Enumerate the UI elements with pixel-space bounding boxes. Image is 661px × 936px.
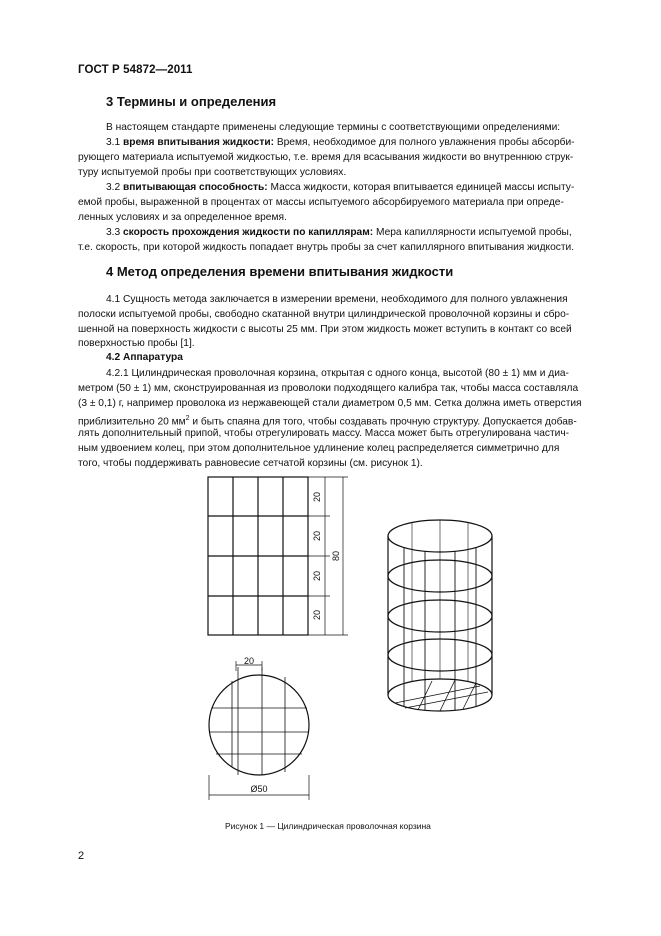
dim-diameter: Ø50	[250, 784, 268, 794]
dim-80: 80	[331, 550, 341, 562]
para-4-1-line-1: 4.1 Сущность метода заключается в измерении времени, необходимого для полного увлажнения	[106, 294, 568, 305]
term-3-2-title: впитывающая способность:	[123, 182, 268, 193]
term-3-3-line-2: т.е. скорость, при которой жидкость попадает внутрь пробы за счет капиллярного впитывания жидкости.	[78, 242, 575, 253]
term-3-2-line-2: емой пробы, выраженной в процентах от массы испытуемого абсорбируемого материала при опреде-	[78, 197, 564, 208]
dim-20-b: 20	[312, 530, 322, 542]
subsection-4-2-heading: 4.2 Аппаратура	[106, 352, 183, 363]
term-3-1-text: Время, необходимое для полного увлажнения пробы абсорби-	[274, 137, 575, 148]
para-4-1-line-4: поверхностью пробы [1].	[78, 338, 195, 349]
term-3-1-line-3: туру испытуемой пробы при соответствующих условиях.	[78, 167, 347, 178]
dim-20-d: 20	[312, 609, 322, 621]
superscript-2: 2	[185, 415, 190, 422]
front-view-grid	[208, 477, 308, 635]
section-3-intro: В настоящем стандарте применены следующие термины с соответствующими определениями:	[106, 122, 561, 133]
dim-20-c: 20	[312, 570, 322, 582]
term-3-3-title: скорость прохождения жидкости по капиллярам:	[123, 227, 374, 238]
para-4-2-1-line-4-start: приблизительно 20 мм	[78, 416, 186, 428]
section-4-heading: 4 Метод определения времени впитывания жидкости	[106, 264, 454, 279]
isometric-basket	[388, 520, 492, 711]
para-4-2-1-line-2: метром (50 ± 1) мм, сконструированная из проволоки подходящего калибра так, чтобы масса составляла	[78, 383, 579, 394]
para-4-2-1-line-6: ным удвоением колец, при этом дополнительное удлинение колец распределяется симметрично для	[78, 443, 560, 454]
term-3-3-number: 3.3	[106, 227, 123, 238]
top-view-circle	[209, 661, 309, 800]
section-3-heading: 3 Термины и определения	[106, 94, 277, 109]
dim-20-top: 20	[243, 656, 255, 666]
term-3-1-number: 3.1	[106, 137, 123, 148]
document-header: ГОСТ Р 54872—2011	[78, 64, 193, 76]
figure-caption: Рисунок 1 — Цилиндрическая проволочная корзина	[225, 821, 431, 831]
para-4-2-1-line-5: лять дополнительный припой, чтобы отрегулировать массу. Масса может быть отрегулирована частич-	[78, 428, 570, 439]
para-4-1-line-3: шенной на поверхность жидкости с высоты 25 мм. При этом жидкость может вступить в контакт со всей	[78, 324, 572, 335]
term-3-1-line-2: рующего материала испытуемой жидкостью, т.е. время для всасывания жидкости во внутреннюю струк-	[78, 152, 574, 163]
page-number: 2	[78, 850, 85, 862]
dim-20-a: 20	[312, 491, 322, 503]
para-4-2-1-line-1: 4.2.1 Цилиндрическая проволочная корзина, открытая с одного конца, высотой (80 ± 1) мм и диа-	[106, 368, 569, 379]
term-3-2-number: 3.2	[106, 182, 123, 193]
para-4-2-1-line-7: того, чтобы поддерживать равновесие сетчатой корзины (см. рисунок 1).	[78, 458, 423, 469]
term-3-2-line-3: ленных условиях и за определенное время.	[78, 212, 287, 223]
term-3-2-text: Масса жидкости, которая впитывается единицей массы испыту-	[267, 182, 575, 193]
para-4-2-1-line-3: (3 ± 0,1) г, например проволока из нержавеющей стали диаметром 0,5 мм. Сетка должна иметь отверстия	[78, 398, 582, 409]
para-4-1-line-2: полоски испытуемой пробы, свободно скатанной внутри цилиндрической проволочной корзины и сбро-	[78, 309, 570, 320]
para-4-2-1-line-4-end: и быть спаяна для того, чтобы создавать прочную структуру. Допускается добав-	[189, 416, 577, 428]
term-3-1-title: время впитывания жидкости:	[123, 137, 274, 148]
term-3-3-text: Мера капиллярности испытуемой пробы,	[373, 227, 572, 238]
